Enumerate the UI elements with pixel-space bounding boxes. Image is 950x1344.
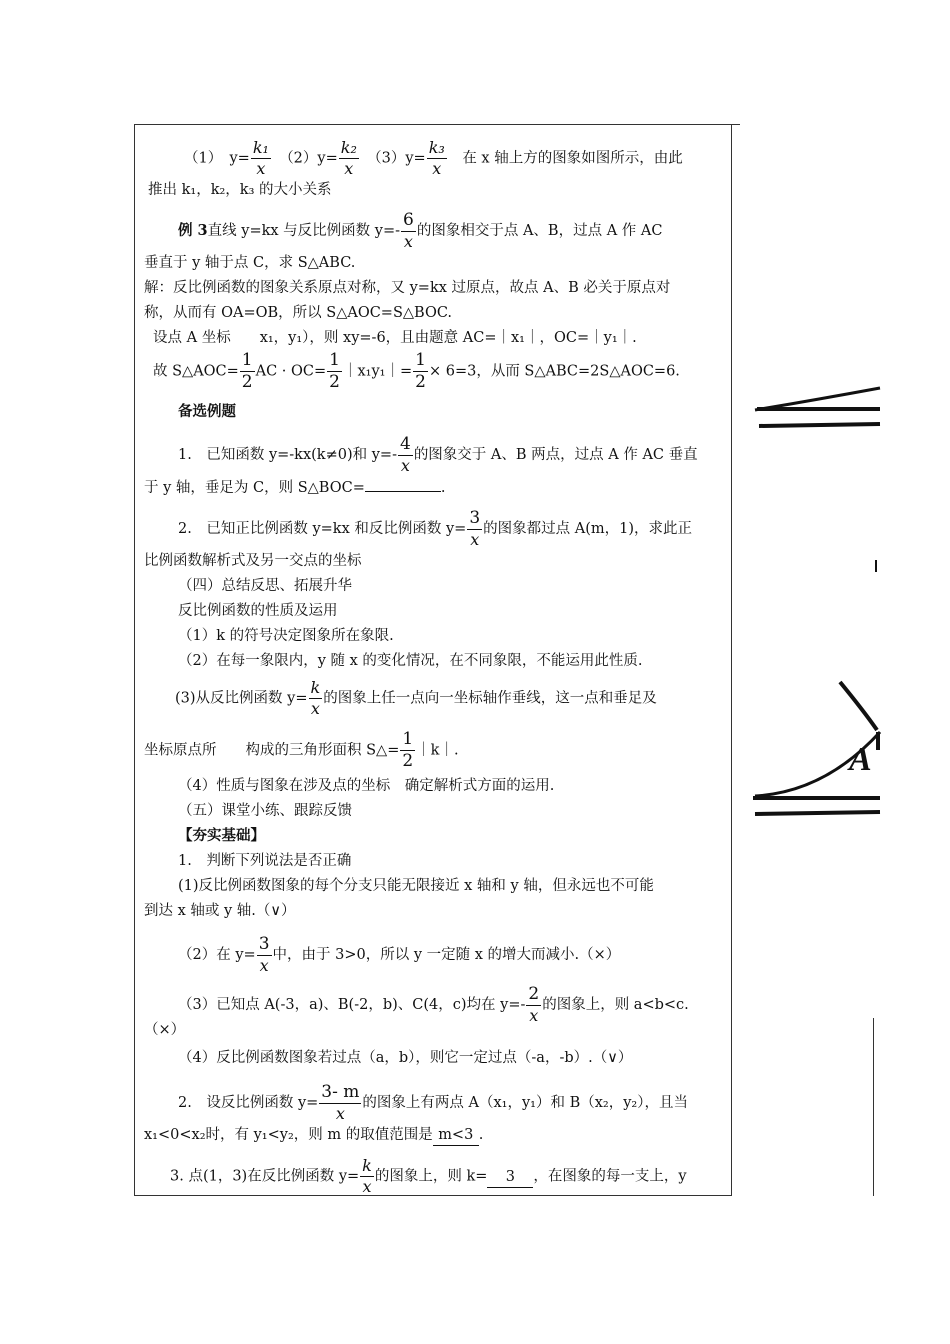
text-line: （4）性质与图象在涉及点的坐标 确定解析式方面的运用.	[178, 778, 555, 794]
question-line: x₁<0<x₂时，有 y₁<y₂，则 m 的取值范围是 m<3 .	[144, 1125, 950, 1146]
question-line: （1） y= $\frac{\text{k₁}}{x}$ （2）y= $\frac{\text{k₂}}{x}$ （3）y= $\frac{\text{k₃}}{x}$ 在 x 轴上方的图象如图所示，由此	[184, 138, 683, 178]
question-line: （3）已知点 A(-3，a)、B(-2，b)、C(4，c)均在 y=- $\frac{2}{x}$ 的图象上，则 a<b<c.	[178, 984, 689, 1025]
formula-line: 故 S△AOC= $\frac{1}{2}$ AC · OC= $\frac{1}{2}$ ｜x₁y₁｜= $\frac{1}{2}$ × 6=3，从而 S△ABC=2S△AOC=6.	[153, 350, 680, 392]
text-line: 坐标原点所 构成的三角形面积 S△= $\frac{1}{2}$ ｜k｜.	[144, 729, 459, 771]
question-line: 3. 点(1，3)在反比例函数 y= $\frac{k}{x}$ 的图象上，则 k= 3 ，在图象的每一支上，y	[170, 1156, 687, 1196]
fraction: $\frac{k}{x}$	[362, 1156, 372, 1196]
figure-label: A	[849, 741, 872, 778]
table-rule	[732, 124, 740, 125]
fraction: $\frac{3- m}{x}$	[321, 1082, 360, 1123]
fraction: $\frac{6}{x}$	[403, 210, 414, 251]
fraction: $\frac{k}{x}$	[310, 678, 321, 718]
text-line: （1）k 的符号决定图象所在象限.	[178, 628, 394, 644]
fraction: $\frac{3}{x}$	[258, 934, 270, 975]
fraction: $\frac{1}{2}$	[241, 350, 253, 392]
text-line: （2）在每一象限内，y 随 x 的变化情况，在不同象限，不能运用此性质.	[178, 653, 643, 669]
text-line: 称，从而有 OA=OB，所以 S△AOC=S△BOC.	[144, 305, 453, 321]
text-line: (1)反比例函数图象的每个分支只能无限接近 x 轴和 y 轴，但永远也不可能	[178, 878, 654, 894]
text-line: （×）	[144, 1022, 186, 1038]
fraction: $\frac{\text{k₂}}{x}$	[340, 138, 357, 178]
text-line: 设点 A 坐标 x₁，y₁），则 xy=-6，且由题意 AC=｜x₁｜，OC=｜y₁｜.	[153, 330, 637, 346]
fraction: $\frac{3}{x}$	[469, 508, 481, 549]
section-heading: 【夯实基础】	[178, 827, 265, 844]
question-line: 于 y 轴，垂足为 C，则 S△BOC= .	[144, 480, 446, 496]
fraction: $\frac{1}{2}$	[402, 729, 414, 771]
fraction: $\frac{\text{k₃}}{x}$	[428, 138, 445, 178]
section-heading: （四）总结反思、拓展升华	[178, 578, 352, 594]
fraction: $\frac{1}{2}$	[415, 350, 426, 392]
text-line: （4）反比例函数图象若过点（a，b），则它一定过点（-a，-b）.（∨）	[178, 1050, 633, 1066]
example-line: 例 3直线 y=kx 与反比例函数 y=- $\frac{6}{x}$ 的图象相交于点 A、B，过点 A 作 AC	[178, 210, 663, 251]
solution-line: 解：反比例函数的图象关系原点对称，又 y=kx 过原点，故点 A、B 必关于原点对	[144, 280, 671, 296]
question-line: 1. 已知函数 y=-kx(k≠0)和 y=- $\frac{4}{x}$ 的图象交于 A、B 两点，过点 A 作 AC 垂直	[178, 434, 698, 475]
fraction: $\frac{4}{x}$	[399, 434, 411, 475]
fraction: $\frac{2}{x}$	[528, 984, 540, 1025]
fraction: $\frac{\text{k₁}}{x}$	[252, 138, 269, 178]
section-heading: （五）课堂小练、跟踪反馈	[178, 803, 352, 819]
question-line: 2. 设反比例函数 y= $\frac{3- m}{x}$ 的图象上有两点 A（x₁，y₁）和 B（x₂，y₂），且当	[178, 1082, 688, 1123]
answer-blank: m<3	[433, 1125, 479, 1146]
question-line: 2. 已知正比例函数 y=kx 和反比例函数 y= $\frac{3}{x}$ 的图象都过点 A(m，1)，求此正	[178, 508, 693, 549]
text-line: 推出 k₁，k₂，k₃ 的大小关系	[148, 182, 332, 198]
question-line: （2）在 y= $\frac{3}{x}$ 中，由于 3>0，所以 y 一定随 x 的增大而减小.（×）	[178, 934, 621, 975]
text-line: (3)从反比例函数 y= $\frac{k}{x}$ 的图象上任一点向一坐标轴作垂线，这一点和垂足及	[175, 678, 657, 718]
text-line: 比例函数解析式及另一交点的坐标	[144, 553, 362, 569]
section-heading: 备选例题	[178, 403, 236, 420]
answer-blank: 3	[487, 1167, 533, 1188]
answer-blank	[365, 491, 441, 492]
text-line: 垂直于 y 轴于点 C，求 S△ABC.	[144, 255, 356, 271]
text-line: 1. 判断下列说法是否正确	[178, 853, 352, 869]
cropped-graph-figure	[745, 360, 885, 840]
text-line: 反比例函数的性质及运用	[178, 603, 338, 619]
text-line: 到达 x 轴或 y 轴.（∨）	[144, 903, 296, 919]
fraction: $\frac{1}{2}$	[329, 350, 340, 392]
